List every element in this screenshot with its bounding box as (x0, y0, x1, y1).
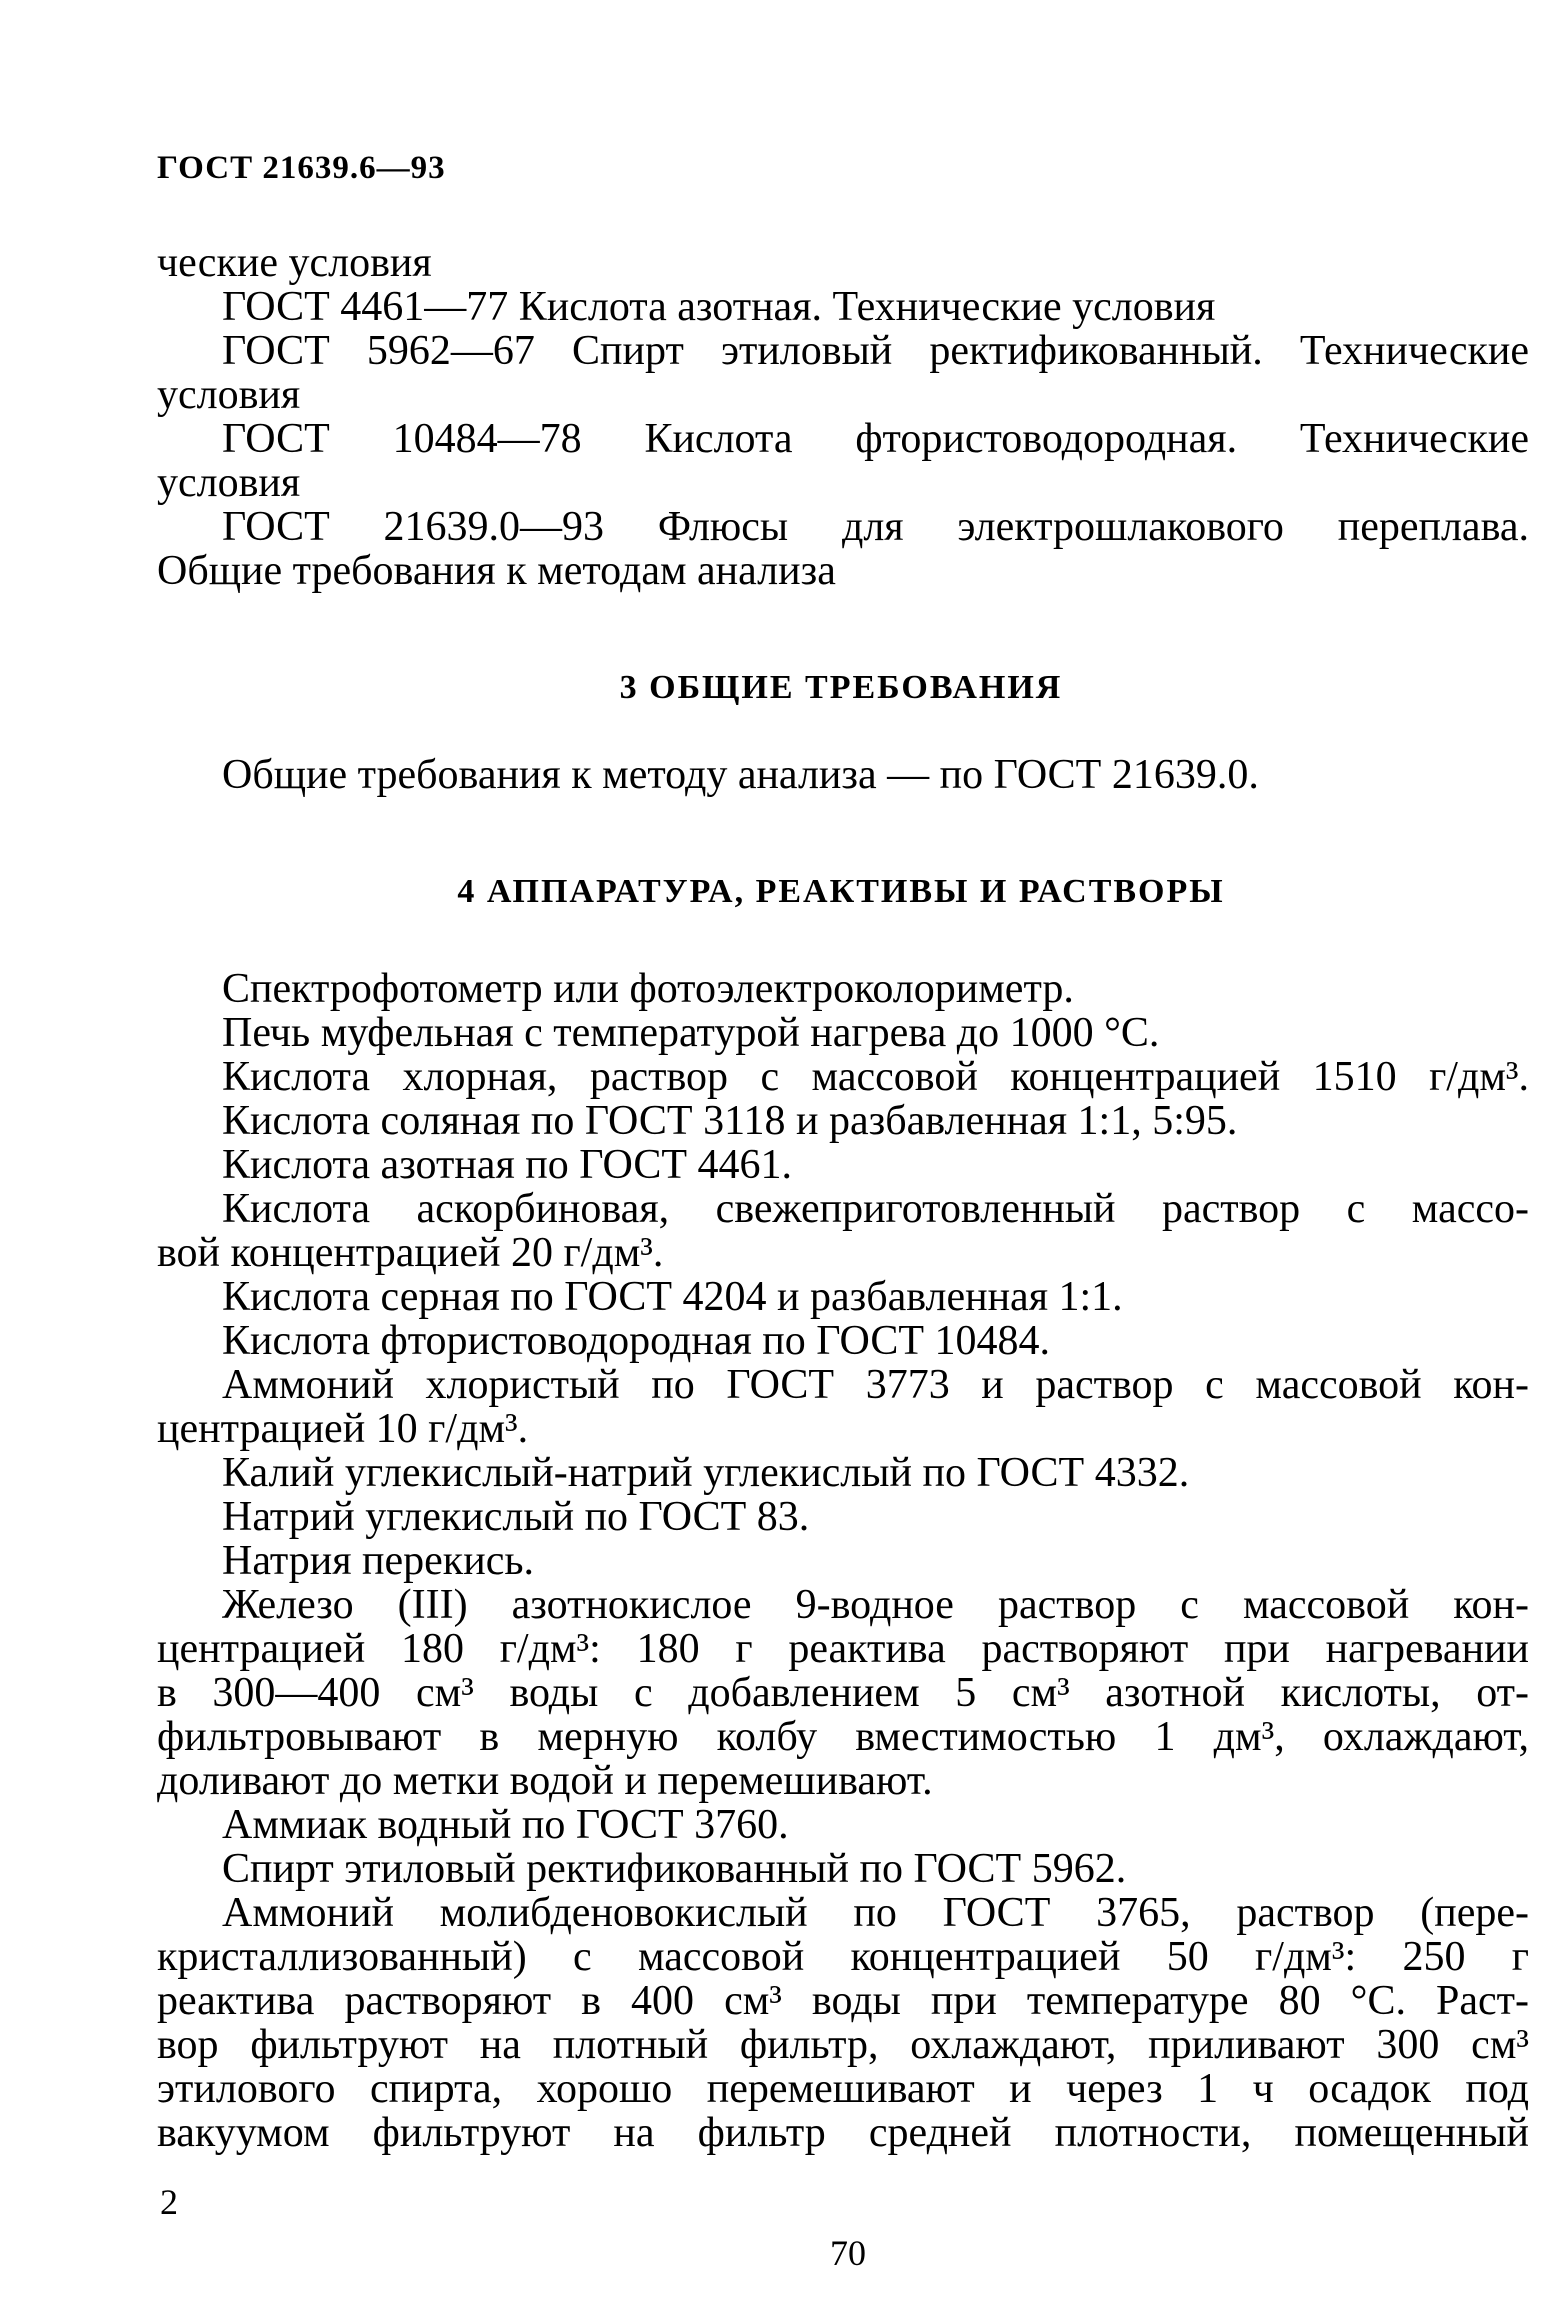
text-line: в 300—400 см³ воды с добавлением 5 см³ азотной кислоты, от- (157, 1671, 1529, 1715)
document-code-header: ГОСТ 21639.6—93 (157, 150, 446, 186)
text-line: Аммоний хлористый по ГОСТ 3773 и раствор с массовой кон- (222, 1363, 1529, 1407)
text-line: Кислота азотная по ГОСТ 4461. (222, 1142, 792, 1188)
section-3-text: Общие требования к методу анализа — по ГОСТ 21639.0. (222, 752, 1259, 798)
text-line: реактива растворяют в 400 см³ воды при температуре 80 °С. Раст- (157, 1979, 1529, 2023)
text-line: Кислота фтористоводородная по ГОСТ 10484. (222, 1318, 1051, 1364)
text-line: Спирт этиловый ректификованный по ГОСТ 5962. (222, 1846, 1127, 1892)
text-line: Кислота хлорная, раствор с массовой концентрацией 1510 г/дм³. (222, 1055, 1529, 1099)
section-3-heading: 3 ОБЩИЕ ТРЕБОВАНИЯ (619, 669, 1063, 706)
text-line: Кислота соляная по ГОСТ 3118 и разбавленная 1:1, 5:95. (222, 1098, 1238, 1144)
text-line: ческие условия (157, 240, 432, 286)
text-line: Спектрофотометр или фотоэлектроколориметр. (222, 966, 1074, 1012)
text-line: кристаллизованный) с массовой концентрацией 50 г/дм³: 250 г (157, 1935, 1529, 1979)
text-line: доливают до метки водой и перемешивают. (157, 1758, 933, 1804)
text-line: Аммиак водный по ГОСТ 3760. (222, 1802, 789, 1848)
text-line: центрацией 10 г/дм³. (157, 1406, 529, 1452)
text-line: Натрия перекись. (222, 1538, 534, 1584)
text-line: ГОСТ 5962—67 Спирт этиловый ректификованный. Технические (222, 329, 1529, 373)
text-line: Натрий углекислый по ГОСТ 83. (222, 1494, 810, 1540)
text-line: этилового спирта, хорошо перемешивают и через 1 ч осадок под (157, 2067, 1529, 2111)
text-line: ГОСТ 10484—78 Кислота фтористоводородная. Технические (222, 417, 1529, 461)
text-line: вой концентрацией 20 г/дм³. (157, 1230, 664, 1276)
text-line: ГОСТ 4461—77 Кислота азотная. Технические условия (222, 284, 1216, 330)
text-line: вакуумом фильтруют на фильтр средней плотности, помещенный (157, 2111, 1529, 2155)
text-line: Калий углекислый-натрий углекислый по ГОСТ 4332. (222, 1450, 1190, 1496)
text-line: Кислота серная по ГОСТ 4204 и разбавленная 1:1. (222, 1274, 1123, 1320)
text-line: условия (157, 372, 301, 418)
text-line: ГОСТ 21639.0—93 Флюсы для электрошлакового переплава. (222, 505, 1529, 549)
text-line: Кислота аскорбиновая, свежеприготовленный раствор с массо- (222, 1187, 1529, 1231)
text-line: Общие требования к методам анализа (157, 548, 836, 594)
sheet-number: 2 (160, 2182, 178, 2222)
page-number: 70 (830, 2233, 866, 2273)
text-line: условия (157, 460, 301, 506)
text-line: центрацией 180 г/дм³: 180 г реактива растворяют при нагревании (157, 1627, 1529, 1671)
text-line: Печь муфельная с температурой нагрева до 1000 °С. (222, 1010, 1160, 1056)
text-line: вор фильтруют на плотный фильтр, охлаждают, приливают 300 см³ (157, 2023, 1529, 2067)
text-line: Железо (III) азотнокислое 9-водное раствор с массовой кон- (222, 1583, 1529, 1627)
text-line: Аммоний молибденовокислый по ГОСТ 3765, раствор (пере- (222, 1891, 1529, 1935)
text-line: фильтровывают в мерную колбу вместимостью 1 дм³, охлаждают, (157, 1715, 1529, 1759)
section-4-heading: 4 АППАРАТУРА, РЕАКТИВЫ И РАСТВОРЫ (457, 873, 1225, 910)
